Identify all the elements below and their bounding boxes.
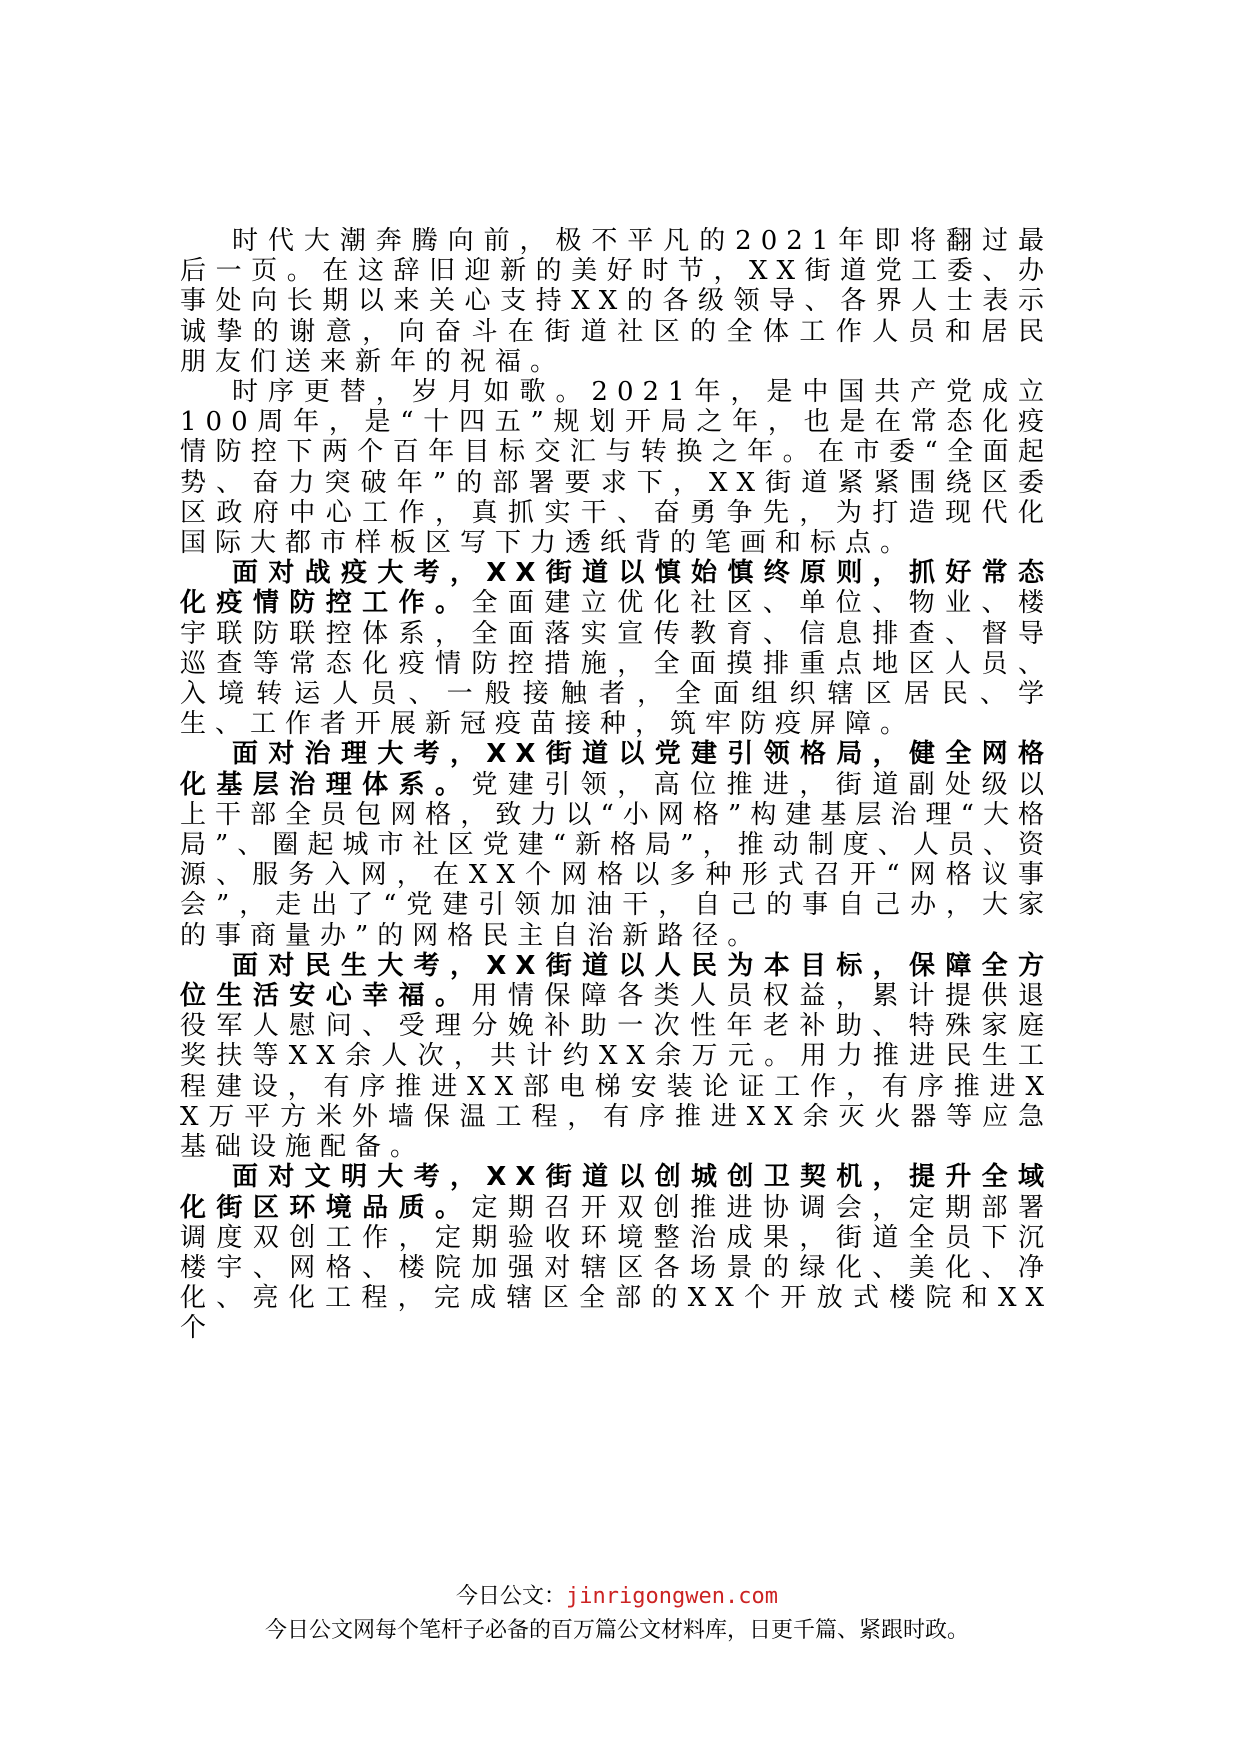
footer-label: 今日公文： [456, 1584, 567, 1609]
paragraph-lead: 面对治理大考，XX街道以党建引领格局，健全网格化基层治理体系。 [180, 739, 1053, 800]
paragraph-text: 党建引领，高位推进，街道副处级以上干部全员包网格，致力以“小网格”构建基层治理“大格局”、圈起城市社区党建“新格局”，推动制度、人员、资源、服务入网，在XX个网格以多种形式召开“网格议事会”，走出了“党建引领加油干，自己的事自己办，大家的事商量办”的网格民主自治新路径。 [180, 769, 1053, 951]
document-body [180, 226, 1053, 1344]
paragraph-text: 时代大潮奔腾向前，极不平凡的2021年即将翻过最后一页。在这辞旧迎新的美好时节，XX街道党工委、办事处向长期以来关心支持XX的各级领导、各界人士表示诚挚的谢意，向奋斗在街道社区的全体工作人员和居民朋友们送来新年的祝福。 [180, 226, 1053, 377]
footer-source [0, 1580, 1234, 1614]
paragraph-lead: 面对战疫大考，XX街道以慎始慎终原则，抓好常态化疫情防控工作。 [180, 558, 1053, 619]
paragraph-text: 全面建立优化社区、单位、物业、楼宇联防联控体系，全面落实宣传教育、信息排查、督导巡查等常态化疫情防控措施，全面摸排重点地区人员、入境转运人员、一般接触者，全面组织辖区居民、学生、工作者开展新冠疫苗接种，筑牢防疫屏障。 [180, 588, 1053, 740]
site-footer [0, 1580, 1234, 1648]
paragraph-text: 时序更替，岁月如歌。2021年，是中国共产党成立100周年，是“十四五”规划开局之年，也是在常态化疫情防控下两个百年目标交汇与转换之年。在市委“全面起势、奋力突破年”的部署要求下，XX街道紧紧围绕区委区政府中心工作，真抓实干、奋勇争先，为打造现代化国际大都市样板区写下力透纸背的笔画和标点。 [180, 377, 1053, 559]
paragraph-lead: 面对民生大考，XX街道以人民为本目标，保障全方位生活安心幸福。 [180, 950, 1053, 1012]
paragraph-greeting [180, 226, 1053, 377]
paragraph-overview [180, 377, 1053, 558]
paragraph-text: 用情保障各类人员权益，累计提供退役军人慰问、受理分娩补助一次性年老补助、特殊家庭奖扶等XX余人次，共计约XX余万元。用力推进民生工程建设，有序推进XX部电梯安装论证工作，有序推进XX万平方米外墙保温工程，有序推进XX余灭火器等应急基础设施配备。 [180, 981, 1053, 1163]
paragraph-text: 定期召开双创推进协调会，定期部署调度双创工作，定期验收环境整治成果，街道全员下沉楼宇、网格、楼院加强对辖区各场景的绿化、美化、净化、亮化工程，完成辖区全部的XX个开放式楼院和XX个 [180, 1192, 1053, 1344]
paragraph-governance [180, 739, 1053, 950]
footer-site-link[interactable]: jinrigongwen.com [566, 1584, 778, 1609]
footer-tagline: 今日公文网每个笔杆子必备的百万篇公文材料库，日更千篇、紧跟时政。 [264, 1618, 969, 1643]
paragraph-lead: 面对文明大考，XX街道以创城创卫契机，提升全域化街区环境品质。 [180, 1162, 1053, 1223]
paragraph-livelihood [180, 951, 1053, 1162]
paragraph-epidemic [180, 558, 1053, 739]
paragraph-civilization [180, 1162, 1053, 1343]
